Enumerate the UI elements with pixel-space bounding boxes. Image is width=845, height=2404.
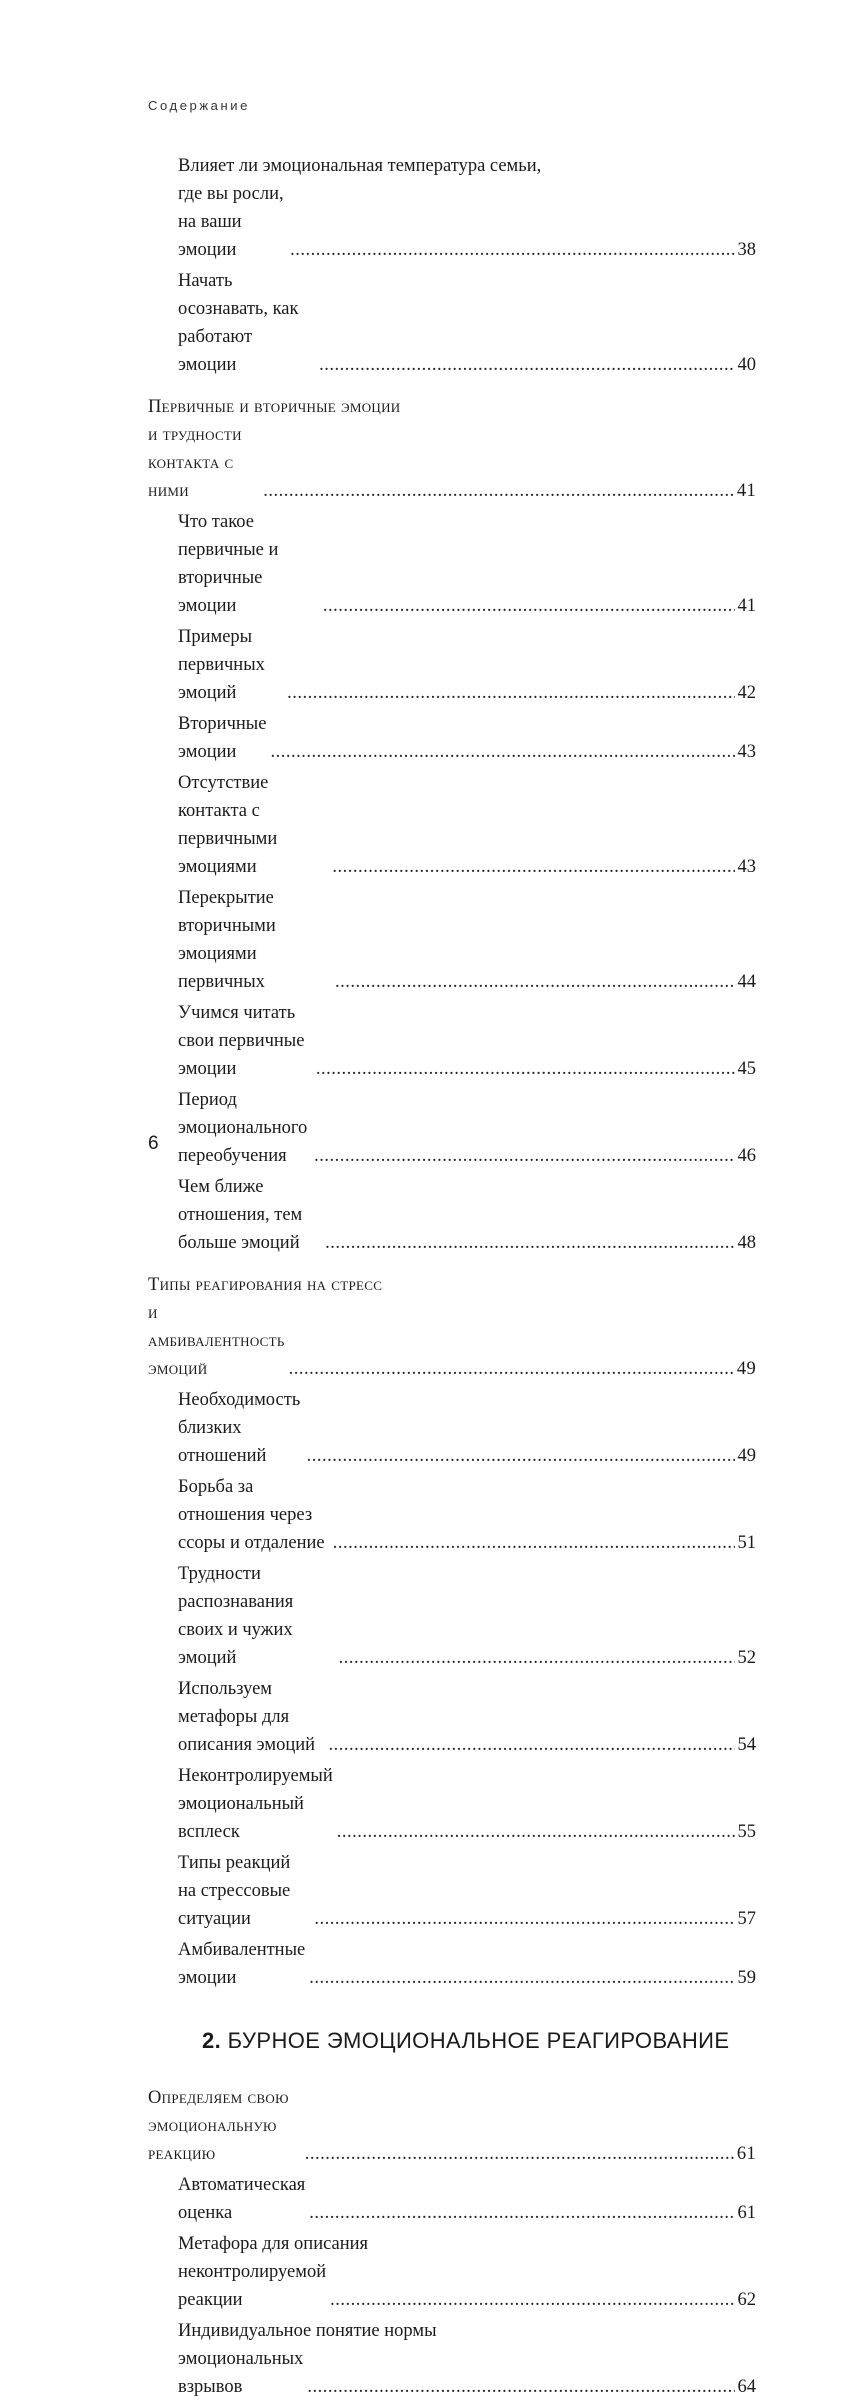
toc-page-number: 41: [736, 481, 756, 501]
toc-page-number: 45: [737, 1059, 756, 1079]
toc-page-number: 62: [737, 2290, 756, 2310]
toc-list-chapter-1: [148, 152, 756, 1992]
dot-leader: [330, 2286, 734, 2314]
toc-entry-title: Автоматическая оценка: [178, 2175, 306, 2223]
dot-leader: [289, 1355, 734, 1383]
toc-subsection-entry: [148, 623, 756, 707]
toc-subsection-entry: [148, 1849, 756, 1933]
page-number: 6: [148, 1133, 159, 1154]
running-head: Содержание: [148, 98, 250, 113]
chapter-title: БУРНОЕ ЭМОЦИОНАЛЬНОЕ РЕАГИРОВАНИЕ: [227, 2028, 730, 2053]
toc-subsection-entry: [148, 1675, 756, 1759]
toc-entry-title: Начать осознавать, как работают эмоции: [178, 271, 299, 375]
toc-entry-title: Перекрытие вторичными эмоциями первичных: [178, 888, 276, 992]
toc-entry-title: Трудности распознавания своих и чужих эмоций: [178, 1564, 294, 1668]
dot-leader: [290, 236, 734, 264]
toc-entry-title: Чем ближе отношения, тем больше эмоций: [178, 1177, 303, 1253]
toc-page-number: 61: [737, 2203, 756, 2223]
toc-subsection-entry: [148, 180, 756, 264]
toc-subsection-entry: [148, 1473, 756, 1557]
toc-entry-title: Что такое первичные и вторичные эмоции: [178, 512, 279, 616]
toc-page-number: 46: [737, 1146, 756, 1166]
dot-leader: [305, 2140, 734, 2168]
toc-subsection-entry: [148, 710, 756, 766]
toc-entry-title: Амбивалентные эмоции: [178, 1940, 306, 1988]
dot-leader: [307, 2373, 734, 2401]
toc-entry-title: и трудности контакта с ними: [148, 425, 242, 501]
toc-page-number: 49: [736, 1359, 756, 1379]
dot-leader: [323, 592, 735, 620]
toc-subsection-entry: [148, 2258, 756, 2314]
dot-leader: [314, 1905, 734, 1933]
toc-page-number: 38: [737, 240, 756, 260]
toc-page-number: 42: [737, 683, 756, 703]
toc-subsection-entry: [148, 1173, 756, 1257]
toc-entry-title: неконтролируемой реакции: [178, 2262, 327, 2310]
dot-leader: [309, 2199, 734, 2227]
toc-entry-title: Метафора для описания: [178, 2234, 369, 2254]
toc-page-number: 41: [737, 596, 756, 616]
toc-subsection-entry: [148, 2317, 756, 2345]
dot-leader: [329, 1731, 735, 1759]
toc-entry-title: и амбивалентность эмоций: [148, 1303, 285, 1379]
toc-page-number: 64: [737, 2377, 756, 2397]
toc-entry-title: Типы реакций на стрессовые ситуации: [178, 1853, 291, 1929]
toc-page-number: 59: [737, 1968, 756, 1988]
toc-entry-title: Используем метафоры для описания эмоций: [178, 1679, 316, 1755]
toc-page-number: 48: [737, 1233, 756, 1253]
toc-page-number: 43: [737, 857, 756, 877]
dot-leader: [307, 1442, 735, 1470]
toc-page-number: 61: [736, 2144, 756, 2164]
toc-entry-title: Неконтролируемый эмоциональный всплеск: [178, 1766, 333, 1842]
toc-page-number: 52: [737, 1648, 756, 1668]
toc-page-number: 57: [737, 1909, 756, 1929]
toc-section-entry: [148, 1299, 756, 1383]
dot-leader: [309, 1964, 734, 1992]
toc-section-entry: [148, 393, 756, 421]
toc-entry-title: Типы реагирования на стресс: [148, 1275, 383, 1295]
toc-entry-title: Учимся читать свои первичные эмоции: [178, 1003, 305, 1079]
dot-leader: [263, 477, 734, 505]
toc-page-number: 51: [737, 1533, 756, 1553]
toc-entry-title: Влияет ли эмоциональная температура семьи,: [178, 156, 542, 176]
dot-leader: [332, 853, 734, 881]
toc-entry-title: Определяем свою эмоциональную реакцию: [148, 2088, 289, 2164]
toc-entry-title: Период эмоционального переобучения: [178, 1090, 308, 1166]
chapter-number: 2.: [202, 2028, 222, 2053]
toc-entry-title: Первичные и вторичные эмоции: [148, 397, 401, 417]
toc-subsection-entry: [148, 1386, 756, 1470]
dot-leader: [337, 1818, 735, 1846]
chapter-heading: [202, 2028, 756, 2054]
toc-subsection-entry: [148, 2171, 756, 2227]
toc-entry-title: Борьба за отношения через ссоры и отдаление: [178, 1477, 325, 1553]
toc-subsection-entry: [148, 2345, 756, 2401]
toc-section-entry: [148, 1271, 756, 1299]
toc-subsection-entry: [148, 1936, 756, 1992]
toc-subsection-entry: [148, 267, 756, 379]
dot-leader: [335, 968, 734, 996]
toc-entry-title: Вторичные эмоции: [178, 714, 267, 762]
dot-leader: [314, 1142, 734, 1170]
toc-subsection-entry: [148, 1762, 756, 1846]
toc-entry-title: где вы росли, на ваши эмоции: [178, 184, 284, 260]
toc-subsection-entry: [148, 508, 756, 620]
toc-section-entry: [148, 421, 756, 505]
toc-subsection-entry: [148, 1560, 756, 1672]
toc-entry-title: Примеры первичных эмоций: [178, 627, 265, 703]
dot-leader: [333, 1529, 735, 1557]
toc-subsection-entry: [148, 1086, 756, 1170]
toc-subsection-entry: [148, 2230, 756, 2258]
dot-leader: [319, 351, 734, 379]
dot-leader: [339, 1644, 735, 1672]
table-of-contents: [148, 152, 756, 2404]
toc-page-number: 49: [737, 1446, 756, 1466]
toc-subsection-entry: [148, 152, 756, 180]
toc-entry-title: эмоциональных взрывов: [178, 2349, 304, 2397]
toc-subsection-entry: [148, 999, 756, 1083]
toc-page-number: 40: [737, 355, 756, 375]
dot-leader: [287, 679, 734, 707]
toc-entry-title: Индивидуальное понятие нормы: [178, 2321, 437, 2341]
toc-page-number: 55: [737, 1822, 756, 1842]
toc-entry-title: Отсутствие контакта с первичными эмоциями: [178, 773, 278, 877]
dot-leader: [325, 1229, 734, 1257]
toc-page-number: 54: [737, 1735, 756, 1755]
toc-list-chapter-2: [148, 2084, 756, 2401]
toc-subsection-entry: [148, 884, 756, 996]
toc-entry-title: Необходимость близких отношений: [178, 1390, 301, 1466]
toc-page-number: 44: [737, 972, 756, 992]
toc-page-number: 43: [737, 742, 756, 762]
dot-leader: [316, 1055, 735, 1083]
dot-leader: [270, 738, 734, 766]
toc-subsection-entry: [148, 769, 756, 881]
toc-section-entry: [148, 2084, 756, 2168]
